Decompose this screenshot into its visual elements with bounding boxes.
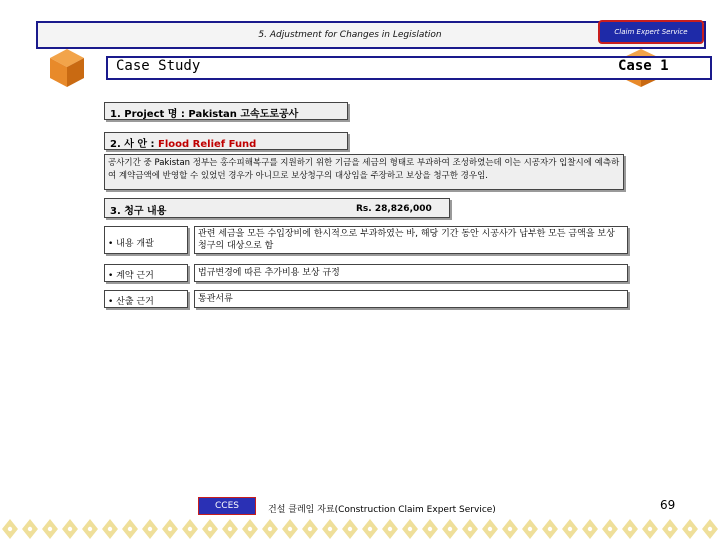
calculation-basis-value: 통관서류 — [198, 294, 233, 304]
subject-label: 2. 사 안 : — [110, 139, 155, 150]
page-number: 69 — [660, 498, 676, 512]
footer-source-text: 건설 클레임 자료(Construction Claim Expert Service) — [268, 505, 496, 515]
claim-label: 3. 청구 내용 — [110, 206, 167, 217]
case-study-label: Case Study — [116, 58, 201, 74]
project-value: : Pakistan 고속도로공사 — [180, 109, 299, 120]
cube-decoration-icon — [48, 47, 86, 89]
project-label: 1. Project 명 — [110, 109, 178, 120]
cces-badge: CCES — [198, 497, 256, 515]
overview-value: 관련 세금을 모든 수입장비에 한시적으로 부과하였는 바, 해당 기간 동안 시공사가 납부한 모든 금액을 보상청구의 대상으로 함 — [198, 229, 615, 251]
subject-value: Flood Relief Fund — [158, 139, 257, 150]
project-line — [110, 105, 298, 120]
contract-basis-label: • 계약 근거 — [108, 271, 154, 281]
case-number-label: Case 1 — [618, 58, 669, 74]
subject-line — [110, 135, 256, 150]
claim-expert-badge: Claim Expert Service — [598, 20, 704, 44]
contract-basis-value: 법규변경에 따른 추가비용 보상 규정 — [198, 268, 340, 278]
overview-label: • 내용 개괄 — [108, 239, 154, 249]
slide-section-title: 5. Adjustment for Changes in Legislation — [258, 30, 442, 40]
description-text: 공사기간 중 Pakistan 정부는 홍수피해복구를 지원하기 위한 기금을 세금의 형태로 부과하여 조성하였는데 이는 시공자가 입찰시에 예측하여 계약금액에 반영할 수 있었던 경우가 아니므로 보상청구의 대상임을 주장하고 보상을 청구한 경우임. — [108, 158, 620, 181]
calculation-basis-label: • 산출 근거 — [108, 297, 154, 307]
claim-amount: Rs. 28,826,000 — [356, 204, 432, 214]
decorative-pattern-strip — [0, 518, 720, 540]
